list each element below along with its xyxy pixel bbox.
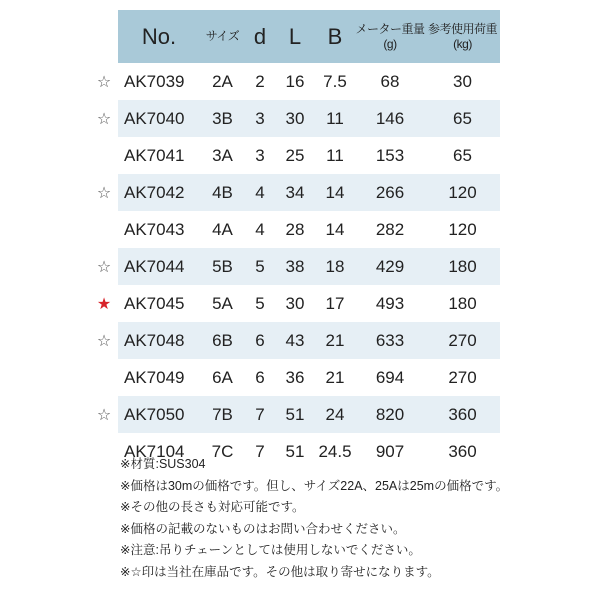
cell-ref-load: 360 xyxy=(448,404,477,424)
cell-size: 7C xyxy=(211,441,234,461)
cell-ref-load: 120 xyxy=(448,219,477,239)
cell-size: 4A xyxy=(212,219,233,239)
cell-product-number: AK7050 xyxy=(124,404,185,424)
cell-meter-weight: 907 xyxy=(375,441,405,461)
cell-l: 51 xyxy=(285,441,305,461)
spec-table-container xyxy=(90,10,500,470)
star-outline-icon: ☆ xyxy=(90,63,118,100)
cell-b: 24 xyxy=(325,404,345,424)
star-empty-cell xyxy=(90,137,118,174)
cell-size: 3B xyxy=(212,108,233,128)
cell-product-number: AK7045 xyxy=(124,293,185,313)
cell-b: 14 xyxy=(325,219,345,239)
header-star-col xyxy=(90,10,118,63)
cell-b: 14 xyxy=(325,182,345,202)
cell-d: 6 xyxy=(255,330,265,350)
star-empty-cell xyxy=(90,211,118,248)
star-empty-cell xyxy=(90,433,118,470)
cell-product-number: AK7044 xyxy=(124,256,185,276)
header-meter-weight-label: メーター重量 xyxy=(355,21,425,36)
cell-meter-weight: 68 xyxy=(380,71,400,91)
table-row xyxy=(90,359,500,396)
cell-size: 6B xyxy=(212,330,233,350)
cell-meter-weight: 633 xyxy=(375,330,405,350)
table-row xyxy=(90,211,500,248)
note-line: ※材質:SUS304 xyxy=(120,457,206,471)
star-outline-icon: ☆ xyxy=(90,248,118,285)
header-ref-load xyxy=(425,10,500,63)
cell-meter-weight: 282 xyxy=(375,219,405,239)
cell-size: 3A xyxy=(212,145,233,165)
table-row xyxy=(90,396,500,433)
cell-l: 34 xyxy=(285,182,305,202)
table-row xyxy=(90,248,500,285)
cell-size: 5A xyxy=(212,293,233,313)
cell-l: 36 xyxy=(285,367,305,387)
cell-size: 7B xyxy=(212,404,233,424)
cell-meter-weight: 820 xyxy=(375,404,405,424)
notes-section xyxy=(120,454,590,583)
star-empty-cell xyxy=(90,359,118,396)
note-line: ※価格は30mの価格です。但し、サイズ22A、25Aは25mの価格です。 xyxy=(120,478,509,493)
header-d: d xyxy=(253,23,267,49)
cell-product-number: AK7049 xyxy=(124,367,185,387)
table-body xyxy=(90,63,500,470)
header-size: サイズ xyxy=(205,29,240,43)
cell-b: 17 xyxy=(325,293,345,313)
cell-d: 7 xyxy=(255,441,265,461)
cell-product-number: AK7048 xyxy=(124,330,185,350)
table-header xyxy=(90,10,500,63)
cell-l: 16 xyxy=(285,71,305,91)
note-line: ※注意:吊りチェーンとしては使用しないでください。 xyxy=(120,543,421,557)
header-meter-weight xyxy=(355,10,425,63)
table-row xyxy=(90,285,500,322)
cell-l: 30 xyxy=(285,293,305,313)
cell-product-number: AK7041 xyxy=(124,145,185,165)
header-meter-weight-unit: (g) xyxy=(383,36,397,51)
table-row xyxy=(90,322,500,359)
header-row xyxy=(90,10,500,63)
cell-d: 7 xyxy=(255,404,265,424)
note-line: ※その他の長さも対応可能です。 xyxy=(120,500,305,514)
cell-b: 11 xyxy=(326,108,344,128)
cell-meter-weight: 146 xyxy=(375,108,405,128)
cell-d: 6 xyxy=(255,367,265,387)
table-row xyxy=(90,63,500,100)
star-outline-icon: ☆ xyxy=(90,100,118,137)
header-b: B xyxy=(327,23,343,49)
table-row xyxy=(90,174,500,211)
table-row xyxy=(90,137,500,174)
cell-ref-load: 180 xyxy=(448,293,477,313)
table-row xyxy=(90,100,500,137)
cell-b: 11 xyxy=(326,145,344,165)
header-ref-load-unit: (kg) xyxy=(453,36,472,51)
cell-meter-weight: 153 xyxy=(375,145,405,165)
cell-size: 5B xyxy=(212,256,233,276)
cell-meter-weight: 493 xyxy=(375,293,405,313)
header-ref-load-label: 参考使用荷重 xyxy=(427,21,497,36)
cell-ref-load: 65 xyxy=(453,145,472,165)
cell-size: 2A xyxy=(212,71,233,91)
cell-l: 30 xyxy=(285,108,305,128)
header-l: L xyxy=(288,23,302,49)
cell-ref-load: 270 xyxy=(448,330,477,350)
cell-l: 25 xyxy=(285,145,305,165)
cell-l: 43 xyxy=(285,330,305,350)
cell-d: 3 xyxy=(255,108,265,128)
spec-table xyxy=(90,10,500,470)
cell-size: 6A xyxy=(212,367,233,387)
cell-d: 4 xyxy=(255,182,265,202)
cell-d: 4 xyxy=(255,219,265,239)
cell-b: 24.5 xyxy=(318,441,352,461)
note-line: ※☆印は当社在庫品です。その他は取り寄せになります。 xyxy=(120,564,440,579)
cell-l: 51 xyxy=(285,404,305,424)
cell-b: 7.5 xyxy=(323,71,347,91)
note-line: ※価格の記載のないものはお問い合わせください。 xyxy=(120,521,406,536)
cell-meter-weight: 266 xyxy=(375,182,405,202)
cell-d: 3 xyxy=(255,145,265,165)
cell-l: 38 xyxy=(285,256,305,276)
cell-meter-weight: 429 xyxy=(375,256,405,276)
cell-product-number: AK7104 xyxy=(124,441,185,461)
star-outline-icon: ☆ xyxy=(90,396,118,433)
cell-size: 4B xyxy=(212,182,233,202)
cell-ref-load: 180 xyxy=(448,256,477,276)
cell-ref-load: 65 xyxy=(453,108,472,128)
cell-product-number: AK7039 xyxy=(124,71,185,91)
cell-ref-load: 360 xyxy=(448,441,477,461)
cell-ref-load: 120 xyxy=(448,182,477,202)
cell-b: 21 xyxy=(325,330,345,350)
star-outline-icon: ☆ xyxy=(90,322,118,359)
cell-b: 18 xyxy=(325,256,345,276)
cell-meter-weight: 694 xyxy=(375,367,405,387)
cell-l: 28 xyxy=(285,219,305,239)
cell-b: 21 xyxy=(325,367,345,387)
cell-product-number: AK7043 xyxy=(124,219,185,239)
header-no: No. xyxy=(141,23,177,49)
cell-product-number: AK7040 xyxy=(124,108,185,128)
cell-d: 5 xyxy=(255,256,265,276)
cell-d: 2 xyxy=(255,71,265,91)
filled-star-icon: ★ xyxy=(90,285,118,322)
cell-product-number: AK7042 xyxy=(124,182,185,202)
cell-ref-load: 270 xyxy=(448,367,477,387)
cell-ref-load: 30 xyxy=(453,71,472,91)
cell-d: 5 xyxy=(255,293,265,313)
star-outline-icon: ☆ xyxy=(90,174,118,211)
